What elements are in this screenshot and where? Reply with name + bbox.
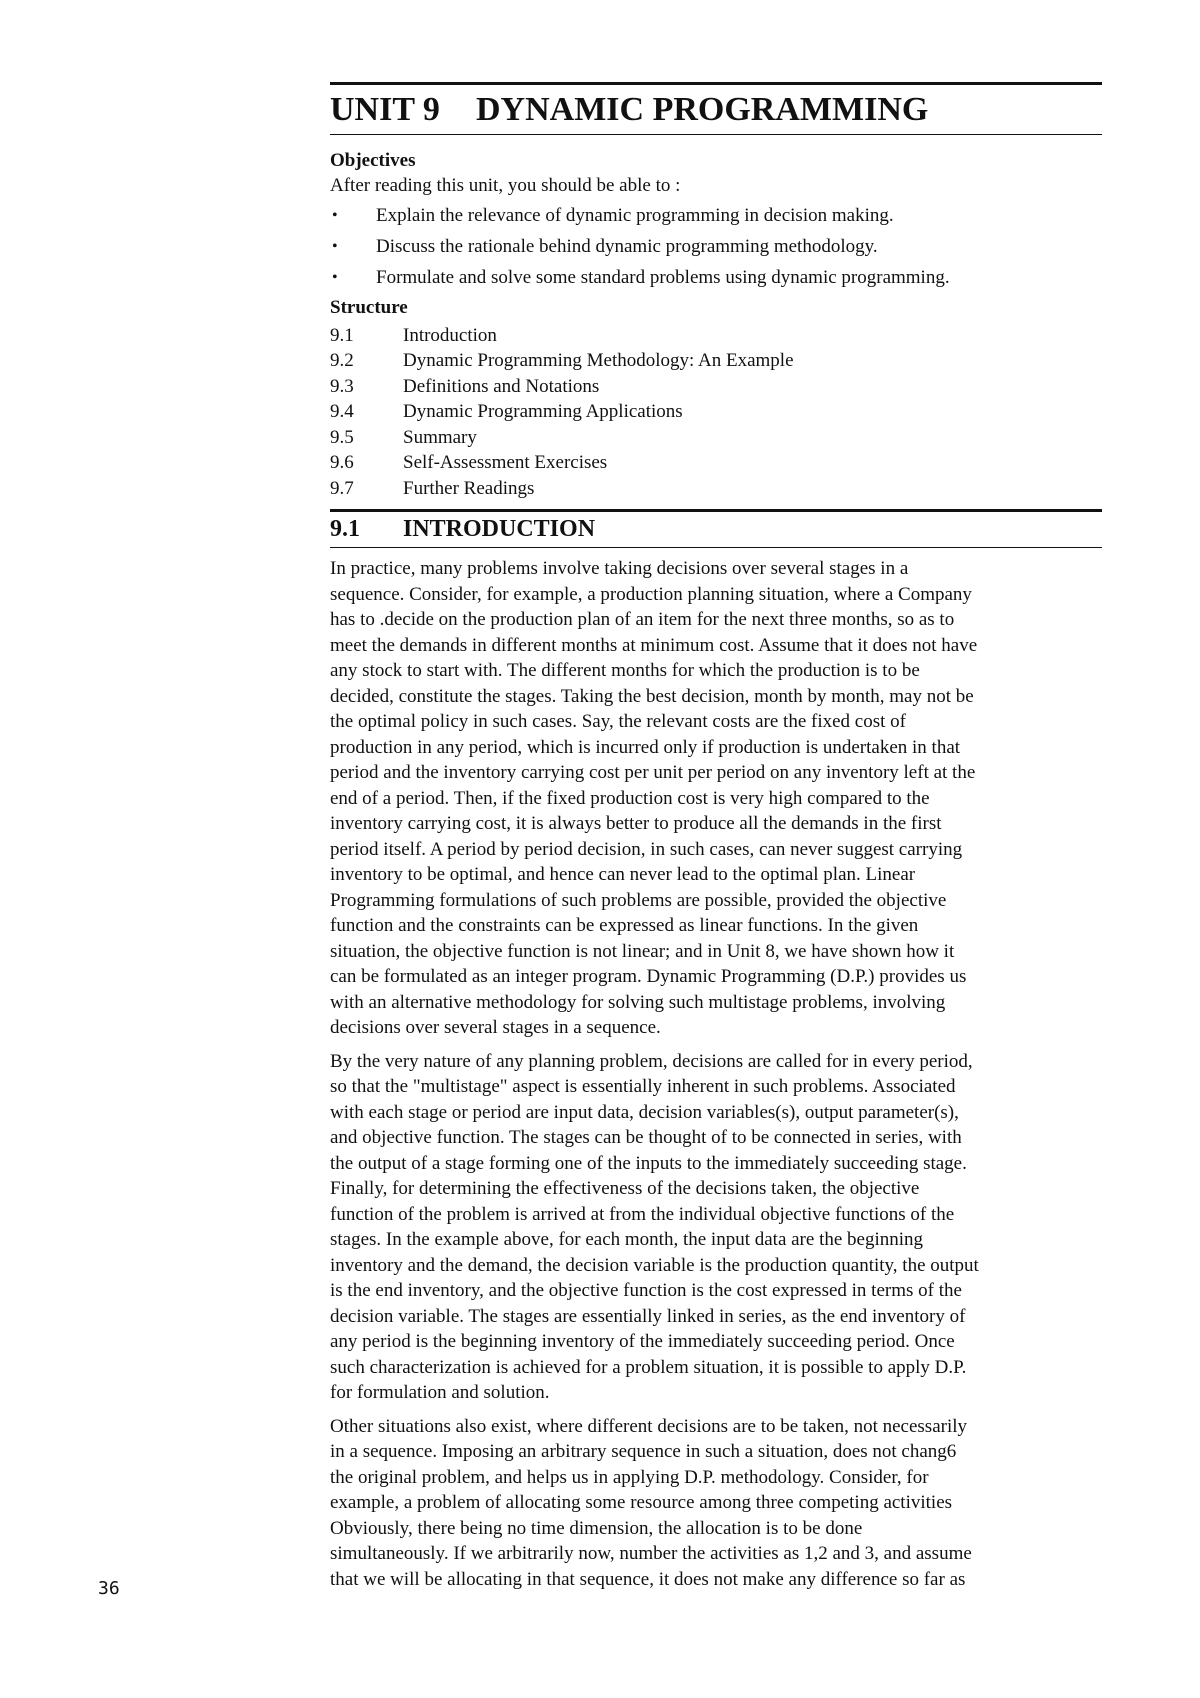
list-item [330,323,1102,349]
structure-number: 9.4 [330,401,354,422]
unit-header [330,82,1102,135]
paragraph-line: Finally, for determining the effectiveness of the decisions taken, the objective [330,1178,920,1199]
paragraph-line: any stock to start with. The different months for which the production is to be [330,660,920,681]
paragraph-line: function of the problem is arrived at from the individual objective functions of the [330,1203,955,1225]
structure-heading: Structure [330,296,408,318]
list-item [330,425,1102,451]
paragraph-line: that we will be allocating in that sequence, it does not make any difference so far as [330,1568,966,1590]
paragraph-line: meet the demands in different months at minimum cost. Assume that it does not have [330,634,978,656]
paragraph-line: Obviously, there being no time dimension, the allocation is to be done [330,1517,863,1539]
paragraph-line: end of a period. Then, if the fixed production cost is very high compared to the [330,787,930,809]
list-item [330,234,1102,259]
paragraph-line: stages. In the example above, for each month, the input data are the beginning [330,1229,924,1250]
objectives-heading: Objectives [330,150,416,171]
section-number: 9.1 [330,516,360,542]
structure-label: Dynamic Programming Applications [403,401,683,422]
paragraph-line: any period is the beginning inventory of the immediately succeeding period. Once [330,1331,955,1352]
structure-number: 9.3 [330,375,354,397]
objectives-list [330,203,1102,290]
paragraph-line: simultaneously. If we arbitrarily now, number the activities as 1,2 and 3, and assume [330,1543,972,1564]
objective-text: Formulate and solve some standard problems using dynamic programming. [376,266,950,288]
structure-number: 9.2 [330,350,354,371]
paragraph-line: decision variable. The stages are essentially linked in series, as the end inventory of [330,1305,966,1327]
page-number: 36 [98,1578,120,1599]
list-item [330,399,1102,425]
bullet-icon: • [332,268,338,286]
list-item [330,450,1102,476]
structure-number: 9.1 [330,324,354,346]
paragraph-line: sequence. Consider, for example, a production planning situation, where a Company [330,583,972,605]
body-text [330,556,1102,1592]
paragraph-line: so that the "multistage" aspect is essentially inherent in such problems. Associated [330,1076,956,1097]
structure-number: 9.5 [330,426,354,448]
paragraph-line: has to .decide on the production plan of an item for the next three months, so as to [330,609,955,630]
objective-text: Explain the relevance of dynamic programming in decision making. [376,204,894,226]
paragraph-line: inventory carrying cost, it is always better to produce all the demands in the first [330,813,942,834]
paragraph-line: for formulation and solution. [330,1382,550,1403]
paragraph-line: production in any period, which is incurred only if production is undertaken in that [330,736,961,758]
list-item [330,476,1102,502]
list-item [330,348,1102,374]
list-item [330,265,1102,290]
structure-label: Introduction [403,324,497,346]
paragraph-line: decided, constitute the stages. Taking the best decision, month by month, may not be [330,685,974,707]
paragraph-line: Programming formulations of such problems are possible, provided the objective [330,889,947,911]
paragraph [330,556,1102,1041]
paragraph-line: decisions over several stages in a sequence. [330,1017,661,1038]
structure-label: Dynamic Programming Methodology: An Example [403,350,794,371]
paragraph-line: the optimal policy in such cases. Say, the relevant costs are the fixed cost of [330,711,906,732]
paragraph-line: and objective function. The stages can be thought of to be connected in series, with [330,1127,962,1148]
paragraph-line: can be formulated as an integer program. Dynamic Programming (D.P.) provides us [330,966,967,987]
section-header [330,509,1102,548]
list-item [330,374,1102,400]
paragraph-line: the original problem, and helps us in applying D.P. methodology. Consider, for [330,1466,929,1488]
paragraph-line: is the end inventory, and the objective function is the cost expressed in terms of the [330,1280,962,1301]
paragraph-line: with each stage or period are input data, decision variables(s), output parameter(s), [330,1101,959,1123]
structure-label: Summary [403,426,477,448]
structure-label: Definitions and Notations [403,375,600,397]
unit-title: DYNAMIC PROGRAMMING [476,91,929,128]
structure-number: 9.6 [330,452,354,473]
list-item [330,203,1102,228]
paragraph-line: function and the constraints can be expressed as linear functions. In the given [330,915,919,936]
paragraph-line: situation, the objective function is not linear; and in Unit 8, we have shown how it [330,940,955,962]
paragraph-line: with an alternative methodology for solving such multistage problems, involving [330,991,946,1013]
bullet-icon: • [332,206,338,224]
paragraph-line: example, a problem of allocating some resource among three competing activities [330,1492,953,1513]
structure-label: Self-Assessment Exercises [403,452,608,473]
paragraph-line: the output of a stage forming one of the inputs to the immediately succeeding stage. [330,1152,967,1174]
objective-text: Discuss the rationale behind dynamic programming methodology. [376,235,878,257]
paragraph-line: By the very nature of any planning problem, decisions are called for in every period, [330,1050,973,1072]
bullet-icon: • [332,237,338,255]
paragraph-line: such characterization is achieved for a problem situation, it is possible to apply D.P. [330,1356,967,1378]
paragraph [330,1414,1102,1593]
paragraph-line: inventory to be optimal, and hence can never lead to the optimal plan. Linear [330,864,916,885]
unit-number: UNIT 9 [330,91,440,128]
section-title: INTRODUCTION [403,516,596,542]
paragraph-line: inventory and the demand, the decision variable is the production quantity, the output [330,1254,979,1276]
paragraph-line: In practice, many problems involve taking decisions over several stages in a [330,558,909,579]
structure-number: 9.7 [330,477,354,499]
paragraph-line: period and the inventory carrying cost per unit per period on any inventory left at the [330,762,976,783]
paragraph [330,1049,1102,1406]
paragraph-line: Other situations also exist, where different decisions are to be taken, not necessarily [330,1415,968,1437]
paragraph-line: in a sequence. Imposing an arbitrary sequence in such a situation, does not chang6 [330,1441,957,1462]
paragraph-line: period itself. A period by period decision, in such cases, can never suggest carrying [330,838,963,860]
structure-list [330,323,1102,502]
structure-label: Further Readings [403,477,535,499]
objectives-intro: After reading this unit, you should be able to : [330,175,681,196]
page-content [330,82,1102,1592]
